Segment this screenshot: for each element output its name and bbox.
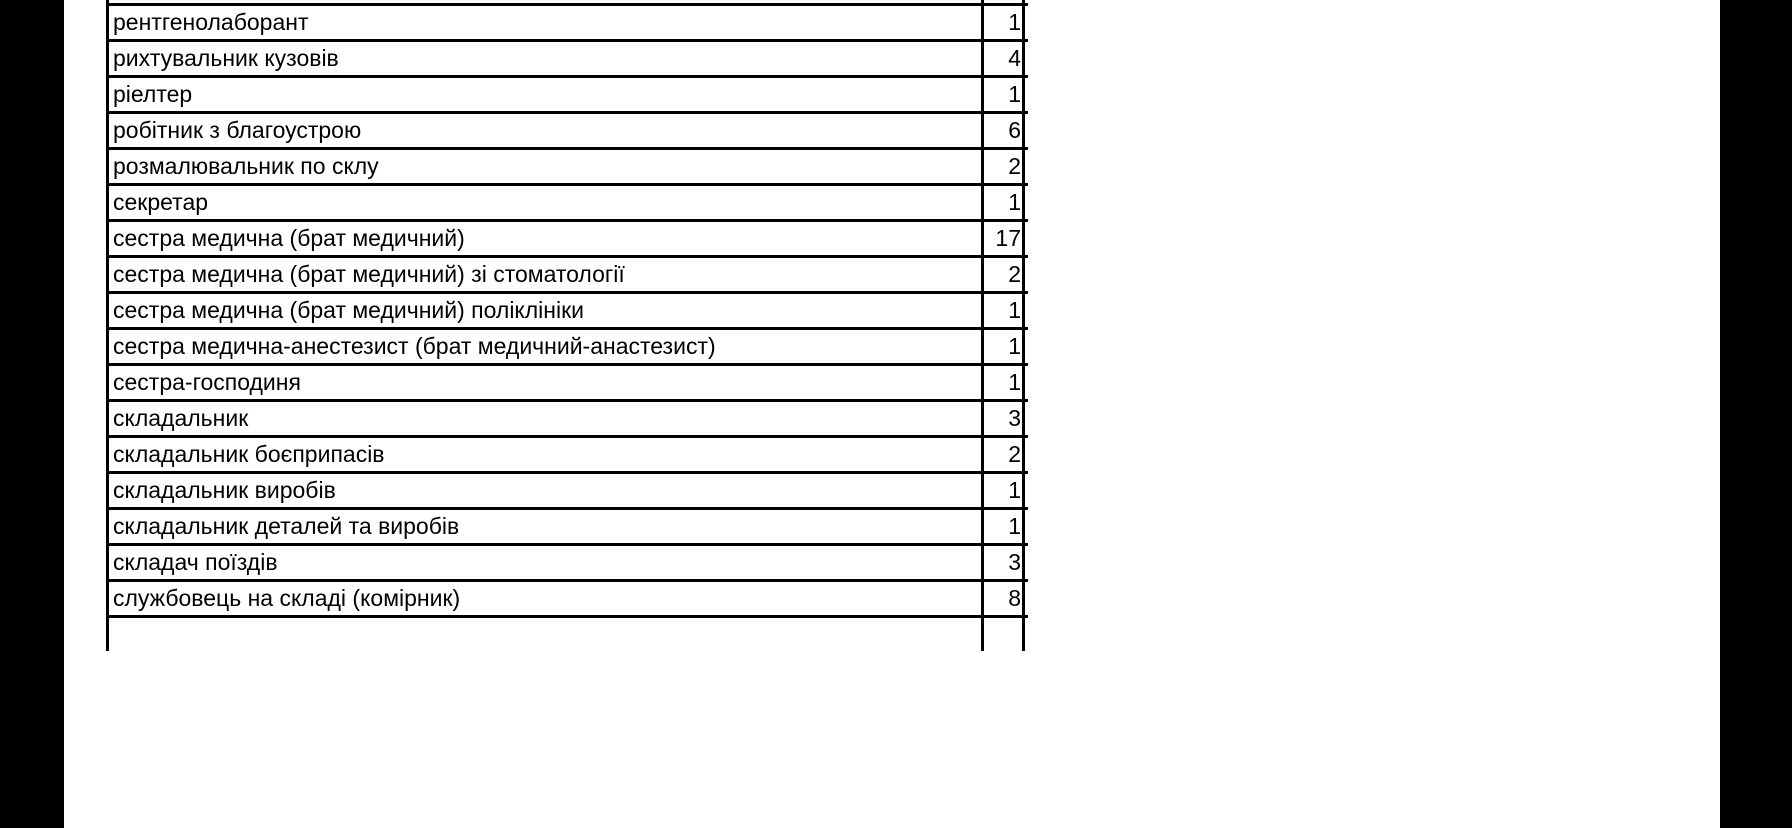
table-row xyxy=(106,327,1028,363)
table-row xyxy=(106,111,1028,147)
table-row xyxy=(106,0,1028,3)
table-row xyxy=(106,291,1028,327)
count-cell xyxy=(984,618,1025,651)
count-cell: 2 xyxy=(984,438,1025,471)
table-row xyxy=(106,75,1028,111)
count-cell: 1 xyxy=(984,330,1025,363)
occupation-cell: розмалювальник по склу xyxy=(106,150,984,183)
occupation-cell: сестра-господиня xyxy=(106,366,984,399)
occupation-table xyxy=(106,0,1028,651)
table-row xyxy=(106,543,1028,579)
table-row xyxy=(106,399,1028,435)
table-row xyxy=(106,435,1028,471)
table-row xyxy=(106,579,1028,615)
document-page xyxy=(64,0,1720,828)
occupation-cell: рихтувальник кузовів xyxy=(106,42,984,75)
count-cell: 3 xyxy=(984,546,1025,579)
occupation-cell: робітник з благоустрою xyxy=(106,114,984,147)
count-cell: 1 xyxy=(984,186,1025,219)
count-cell: 1 xyxy=(984,6,1025,39)
count-cell: 17 xyxy=(984,222,1025,255)
occupation-cell: складальник xyxy=(106,402,984,435)
count-cell: 8 xyxy=(984,582,1025,615)
table-row xyxy=(106,507,1028,543)
occupation-cell xyxy=(106,0,984,3)
table-row xyxy=(106,471,1028,507)
table-row xyxy=(106,219,1028,255)
occupation-cell: сестра медична (брат медичний) зі стоматології xyxy=(106,258,984,291)
occupation-cell: ріелтер xyxy=(106,78,984,111)
occupation-cell xyxy=(106,618,984,651)
occupation-cell: сестра медична (брат медичний) поліклініки xyxy=(106,294,984,327)
occupation-cell: сестра медична (брат медичний) xyxy=(106,222,984,255)
occupation-cell: секретар xyxy=(106,186,984,219)
table-row xyxy=(106,147,1028,183)
occupation-cell: складальник виробів xyxy=(106,474,984,507)
table-row xyxy=(106,183,1028,219)
table-row xyxy=(106,39,1028,75)
count-cell: 2 xyxy=(984,258,1025,291)
count-cell: 2 xyxy=(984,150,1025,183)
occupation-cell: сестра медична-анестезист (брат медичний-анастезист) xyxy=(106,330,984,363)
count-cell: 1 xyxy=(984,78,1025,111)
table-row xyxy=(106,3,1028,39)
table-row xyxy=(106,255,1028,291)
table-row xyxy=(106,363,1028,399)
occupation-cell: рентгенолаборант xyxy=(106,6,984,39)
count-cell: 3 xyxy=(984,402,1025,435)
count-cell xyxy=(984,0,1025,3)
occupation-cell: складальник боєприпасів xyxy=(106,438,984,471)
count-cell: 1 xyxy=(984,510,1025,543)
table-row xyxy=(106,615,1028,651)
occupation-cell: складач поїздів xyxy=(106,546,984,579)
count-cell: 4 xyxy=(984,42,1025,75)
count-cell: 1 xyxy=(984,474,1025,507)
occupation-cell: службовець на складі (комірник) xyxy=(106,582,984,615)
count-cell: 1 xyxy=(984,366,1025,399)
count-cell: 1 xyxy=(984,294,1025,327)
occupation-cell: складальник деталей та виробів xyxy=(106,510,984,543)
count-cell: 6 xyxy=(984,114,1025,147)
